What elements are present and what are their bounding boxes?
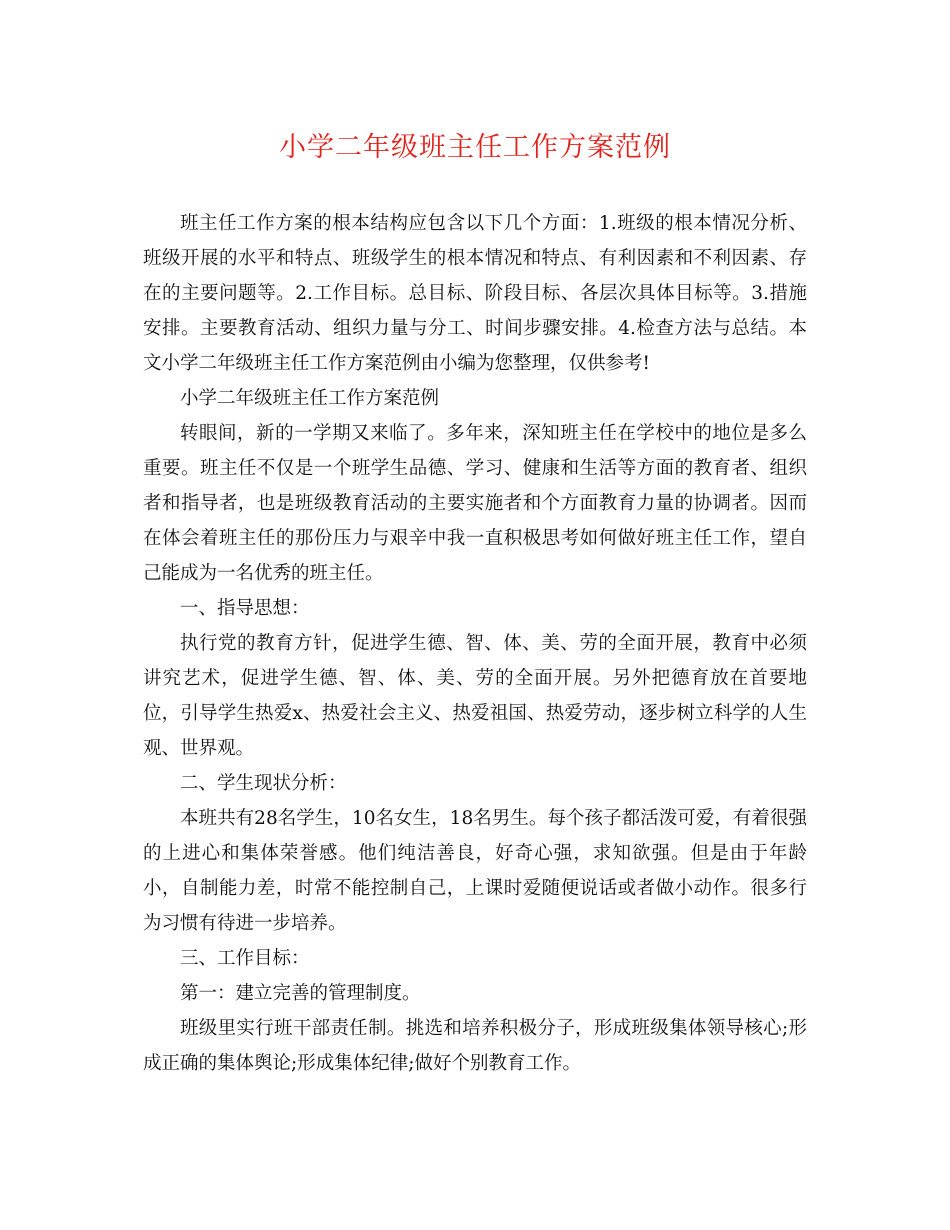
paragraph-student-analysis: 本班共有28名学生，10名女生，18名男生。每个孩子都活泼可爱，有着很强的上进心和集体荣誉感。他们纯洁善良，好奇心强，求知欲强。但是由于年龄小，自制能力差，时常不能控制自己，上课时爱随便说话或者做小动作。很多行为习惯有待进一步培养。 bbox=[143, 808, 807, 934]
paragraph-goal-first: 第一：建立完善的管理制度。 bbox=[180, 983, 421, 1004]
paragraph-class-management: 班级里实行班干部责任制。挑选和培养积极分子，形成班级集体领导核心;形成正确的集体舆论;形成集体纪律;做好个别教育工作。 bbox=[143, 1018, 807, 1074]
paragraph-subtitle: 小学二年级班主任工作方案范例 bbox=[180, 388, 440, 409]
paragraph-opening: 转眼间，新的一学期又来临了。多年来，深知班主任在学校中的地位是多么重要。班主任不仅是一个班学生品德、学习、健康和生活等方面的教育者、组织者和指导者，也是班级教育活动的主要实施者和个方面教育力量的协调者。因而在体会着班主任的那份压力与艰辛中我一直积极思考如何做好班主任工作，望自己能成为一名优秀的班主任。 bbox=[143, 423, 807, 584]
section-heading-student-analysis: 二、学生现状分析： bbox=[180, 773, 347, 794]
paragraph-intro: 班主任工作方案的根本结构应包含以下几个方面：1.班级的根本情况分析、班级开展的水平和特点、班级学生的根本情况和特点、有利因素和不利因素、存在的主要问题等。2.工作目标。总目标、阶段目标、各层次具体目标等。3.措施安排。主要教育活动、组织力量与分工、时间步骤安排。4.检查方法与总结。本文小学二年级班主任工作方案范例由小编为您整理，仅供参考! bbox=[143, 213, 807, 374]
paragraph-guiding-ideology: 执行党的教育方针，促进学生德、智、体、美、劳的全面开展，教育中必须讲究艺术，促进学生德、智、体、美、劳的全面开展。另外把德育放在首要地位，引导学生热爱x、热爱社会主义、热爱祖国、热爱劳动，逐步树立科学的人生观、世界观。 bbox=[143, 633, 807, 759]
section-heading-work-goals: 三、工作目标： bbox=[180, 948, 310, 969]
document-title: 小学二年级班主任工作方案范例 bbox=[279, 132, 671, 163]
document-body bbox=[143, 206, 807, 1081]
section-heading-guiding-ideology: 一、指导思想： bbox=[180, 598, 310, 619]
